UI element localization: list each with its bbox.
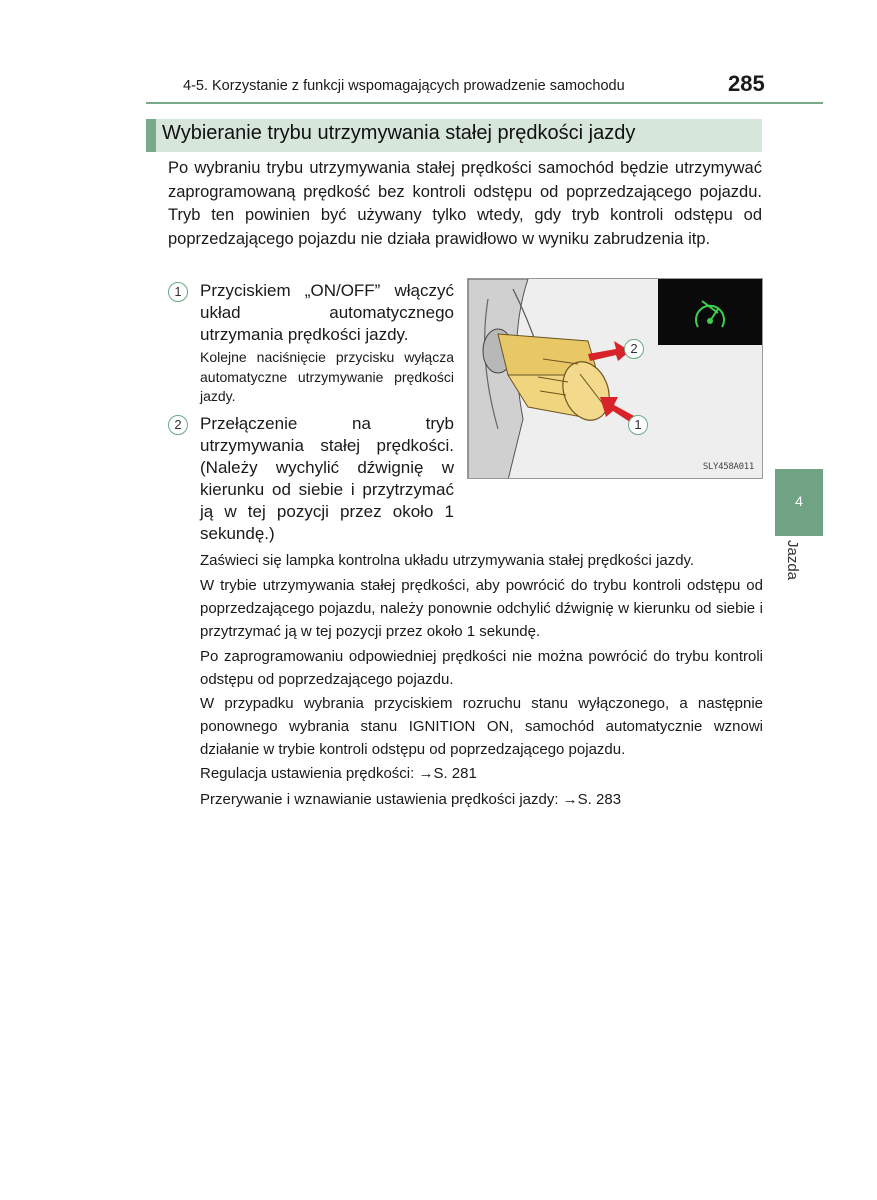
chapter-tab[interactable] bbox=[775, 469, 823, 536]
page-header-title: 4-5. Korzystanie z funkcji wspomagających prowadzenie samochodu bbox=[183, 78, 625, 94]
callout-1: 1 bbox=[628, 415, 648, 435]
chapter-label: Jazda bbox=[784, 540, 801, 581]
step-text: Przyciskiem „ON/OFF” włączyć układ automatycznego utrzymania prędkości jazdy. bbox=[200, 281, 454, 344]
paragraph: Przerywanie i wznawianie ustawienia prędkości jazdy: →S. 283 bbox=[200, 791, 622, 808]
intro-paragraph: Po wybraniu trybu utrzymywania stałej prędkości samochód będzie utrzymywać zaprogramowaną prędkość bez kontroli odstępu od poprzedzającego pojazdu. Tryb ten powinien być używany tylko wtedy, gdy tryb kontroli odstępu od poprzedzającego pojazdu nie działa prawidłowo w wyniku zabrudzenia itp. bbox=[168, 159, 762, 248]
page-number: 285 bbox=[728, 71, 765, 96]
figure-code: SLY458A011 bbox=[702, 462, 754, 472]
step-number-badge: 1 bbox=[168, 282, 188, 302]
callout-2: 2 bbox=[624, 339, 644, 359]
section-title: Wybieranie trybu utrzymywania stałej prędkości jazdy bbox=[162, 122, 636, 144]
chapter-number: 4 bbox=[795, 493, 803, 509]
paragraph: Regulacja ustawienia prędkości: →S. 281 bbox=[200, 765, 477, 782]
step-text: Przełączenie na tryb utrzymywania stałej prędkości. (Należy wychylić dźwignię w kierunku od siebie i przytrzymać ją w tej pozycji przez około 1 sekundę.) bbox=[200, 414, 454, 543]
step-1-note: Kolejne naciśnięcie przycisku wyłącza automatyczne utrzymywanie prędkości jazdy. bbox=[200, 349, 454, 404]
section-heading-accent bbox=[146, 119, 156, 152]
step-number-badge: 2 bbox=[168, 415, 188, 435]
paragraph: Po zaprogramowaniu odpowiedniej prędkości nie można powrócić do trybu kontroli odstępu od poprzedzającego pojazdu. bbox=[200, 648, 763, 688]
header-rule bbox=[146, 102, 823, 104]
lever-drawing bbox=[468, 279, 763, 479]
lever-illustration bbox=[467, 278, 763, 479]
paragraph: W trybie utrzymywania stałej prędkości, aby powrócić do trybu kontroli odstępu od poprzedzającego pojazdu, należy ponownie odchylić dźwignię w kierunku od siebie i przytrzymać ją w tej pozycji przez około 1 sekundę. bbox=[200, 577, 763, 640]
paragraph: W przypadku wybrania przyciskiem rozruchu stanu wyłączonego, a następnie ponownego wybrania stanu IGNITION ON, samochód automatycznie wznowi działanie w trybie kontroli odstępu od poprzedzającego pojazdu. bbox=[200, 695, 763, 758]
paragraph: Zaświeci się lampka kontrolna układu utrzymywania stałej prędkości jazdy. bbox=[200, 552, 695, 569]
